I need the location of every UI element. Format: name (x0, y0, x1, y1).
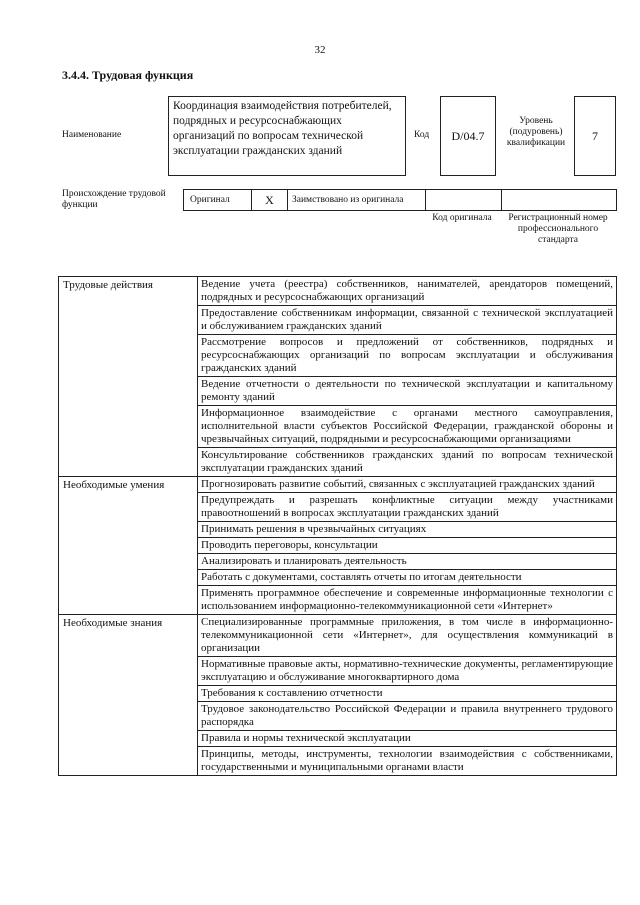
item-cell: Прогнозировать развитие событий, связанных с эксплуатацией гражданских зданий (198, 477, 617, 493)
item-cell: Принципы, методы, инструменты, технологии взаимодействия с собственниками, государственными и муниципальными органами власти (198, 747, 617, 776)
origin-original-label: Оригинал (190, 195, 230, 205)
reg-number-cell (502, 190, 616, 210)
item-cell: Анализировать и планировать деятельность (198, 554, 617, 570)
item-cell: Ведение отчетности о деятельности по технической эксплуатации и капитальному ремонту зданий (198, 377, 617, 406)
code-value: D/04.7 (451, 128, 485, 143)
table-row (59, 277, 617, 306)
item-cell: Принимать решения в чрезвычайных ситуациях (198, 522, 617, 538)
item-cell: Информационное взаимодействие с органами местного самоуправления, исполнительной власти субъектов Российской Федерации, гражданской обороны и чрезвычайных ситуаций, подрядными и ресурсоснабжающими организациями (198, 406, 617, 448)
item-cell: Работать с документами, составлять отчеты по итогам деятельности (198, 570, 617, 586)
origin-code-label: Код оригинала (432, 213, 492, 223)
category-cell: Необходимые знания (59, 615, 198, 776)
item-cell: Ведение учета (реестра) собственников, нанимателей, арендаторов помещений, подрядных и ресурсоснабжающих организаций (198, 277, 617, 306)
function-details-table (58, 276, 617, 776)
qualification-level-value: 7 (592, 128, 598, 143)
item-cell: Нормативные правовые акты, нормативно-технические документы, регламентирующие эксплуатацию и обслуживание многоквартирного дома (198, 657, 617, 686)
name-label: Наименование (62, 130, 122, 140)
table-row (59, 477, 617, 493)
item-cell: Требования к составлению отчетности (198, 686, 617, 702)
qualification-level-label: Уровень (подуровень) квалификации (506, 116, 566, 148)
origin-row (183, 189, 617, 211)
qualification-level-box (574, 96, 616, 176)
origin-borrowed-cell (288, 190, 426, 210)
item-cell: Трудовое законодательство Российской Федерации и правила внутреннего трудового распорядка (198, 702, 617, 731)
category-cell: Трудовые действия (59, 277, 198, 477)
item-cell: Применять программное обеспечение и современные информационные технологии с использованием информационно-телекоммуникационной сети «Интернет» (198, 586, 617, 615)
item-cell: Рассмотрение вопросов и предложений от собственников, подрядных и ресурсоснабжающих организаций по вопросам эксплуатации и обслуживания гражданских зданий (198, 335, 617, 377)
item-cell: Проводить переговоры, консультации (198, 538, 617, 554)
table-row (59, 615, 617, 657)
item-cell: Правила и нормы технической эксплуатации (198, 731, 617, 747)
category-cell: Необходимые умения (59, 477, 198, 615)
function-name-box: Координация взаимодействия потребителей, подрядных и ресурсоснабжающих организаций по вопросам технической эксплуатации гражданских зданий (168, 96, 406, 176)
origin-mark-cell (252, 190, 288, 210)
origin-mark: X (265, 192, 274, 207)
section-title: 3.4.4. Трудовая функция (62, 68, 194, 82)
origin-borrowed-label: Заимствовано из оригинала (292, 195, 404, 205)
item-cell: Предупреждать и разрешать конфликтные ситуации между участниками правоотношений в вопросах эксплуатации гражданских зданий (198, 493, 617, 522)
code-label: Код (414, 130, 430, 140)
item-cell: Консультирование собственников гражданских зданий по вопросам технической эксплуатации гражданских зданий (198, 448, 617, 477)
item-cell: Предоставление собственникам информации, связанной с технической эксплуатацией и обслуживанием гражданских зданий (198, 306, 617, 335)
code-value-box (440, 96, 496, 176)
item-cell: Специализированные программные приложения, в том числе в информационно-телекоммуникационной сети «Интернет», для осуществления коммуникаций в организации (198, 615, 617, 657)
origin-code-cell (426, 190, 502, 210)
reg-number-label: Регистрационный номер профессионального стандарта (508, 213, 608, 245)
page-number: 32 (314, 44, 326, 56)
origin-label: Происхождение трудовой функции (62, 189, 166, 210)
origin-original-cell (184, 190, 252, 210)
